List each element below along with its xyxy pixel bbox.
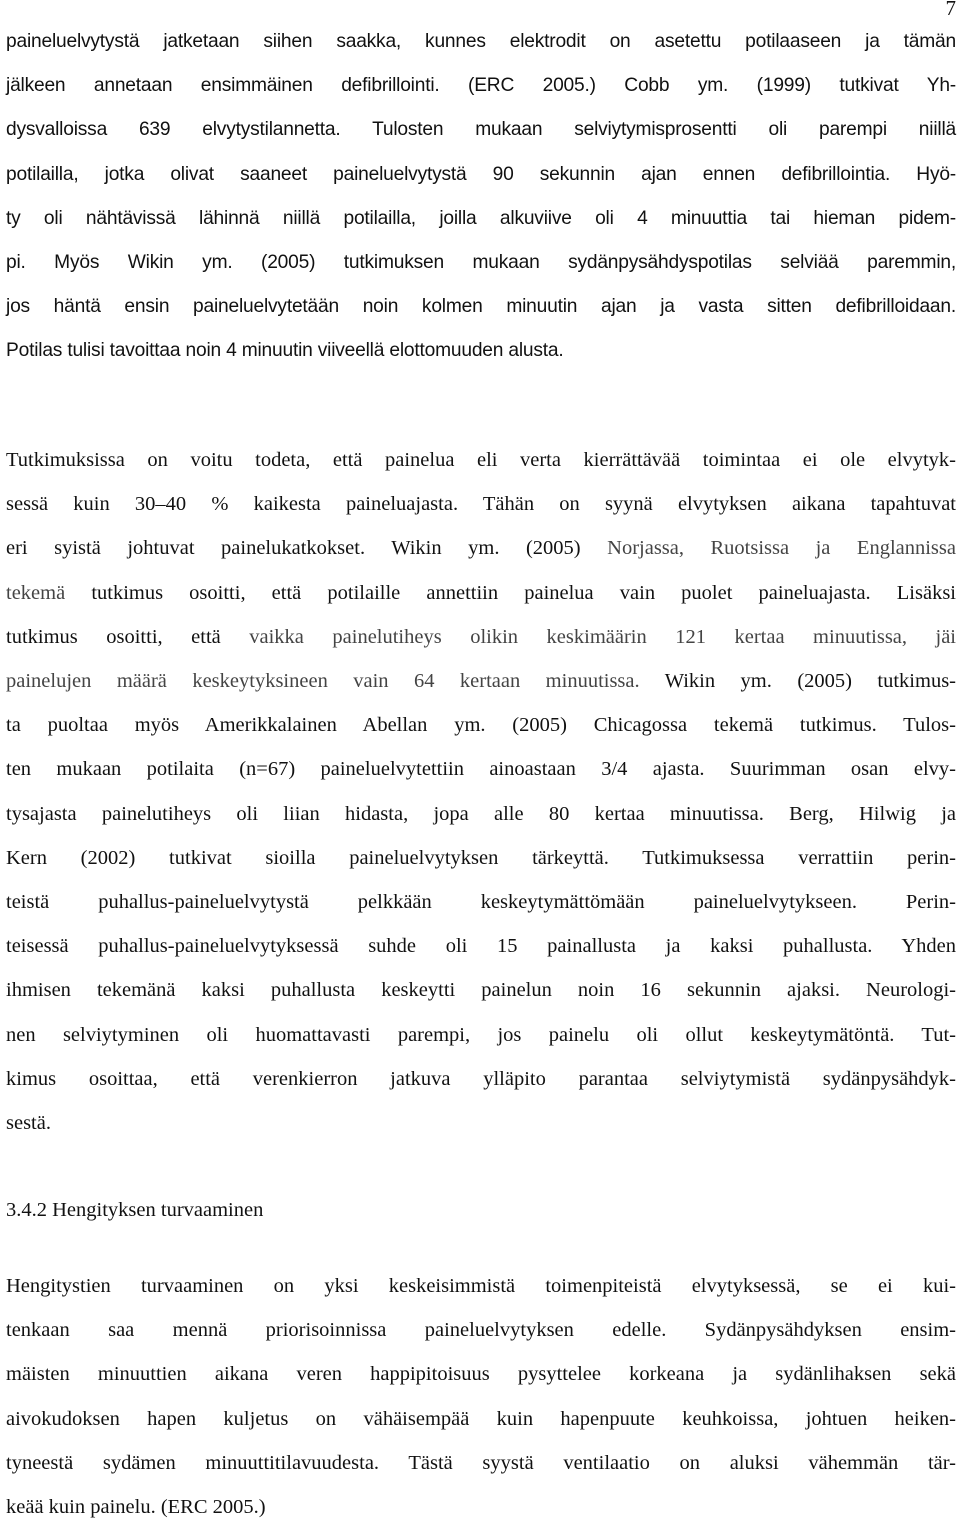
text-segment: sessä kuin 30–40 % kaikesta paineluajasta. Tähän on syynä elvytyksen aikana tapahtuvat — [6, 493, 956, 516]
text-segment: vaikka painelutiheys olikin keskimäärin 121 kertaa minuutissa, jäi — [249, 625, 957, 648]
text-line: tyneestä sydämen minuuttitilavuudesta. Tästä syystä ventilaatio on aluksi vähemmän tär- — [6, 1451, 956, 1474]
text-line — [6, 792, 956, 836]
paragraph-ventilation-timing — [6, 20, 956, 374]
text-line: dysvalloissa 639 elvytystilannetta. Tulosten mukaan selviytymisprosentti oli parempi niillä — [6, 119, 956, 141]
text-segment: tysajasta painelutiheys oli liian hidasta, jopa alle 80 kertaa minuutissa. Berg, Hilwig ja — [6, 802, 956, 825]
text-line: Hengitystien turvaaminen on yksi keskeisimmistä toimenpiteistä elvytyksessä, se ei kui- — [6, 1275, 956, 1297]
text-segment: eri syistä johtuvat painelukatkokset. Wikin ym. (2005) — [6, 537, 608, 560]
text-segment: kimus osoittaa, että verenkierron jatkuva ylläpito parantaa selviytymistä sydänpysähdyk- — [6, 1067, 956, 1090]
text-segment: ten mukaan potilaita (n=67) paineluelvytettiin ainoastaan 3/4 ajasta. Suurimman osan elvy- — [6, 758, 956, 781]
text-line — [6, 968, 956, 1012]
text-segment: tekemä — [6, 581, 92, 604]
page-number: 7 — [945, 0, 956, 20]
text-segment: teisessä puhallus-paineluelvytyksessä suhde oli 15 painallusta ja kaksi puhallusta. Yhden — [6, 935, 956, 958]
text-line — [6, 571, 956, 615]
text-line: mäisten minuuttien aikana veren happipitoisuus pysyttelee korkeana ja sydänlihaksen sekä — [6, 1363, 956, 1386]
text-line: paineluelvytystä jatketaan siihen saakka, kunnes elektrodit on asetettu potilaaseen ja tämän — [6, 31, 956, 52]
text-line: pi. Myös Wikin ym. (2005) tutkimuksen mukaan sydänpysähdyspotilas selviää paremmin, — [6, 252, 956, 274]
text-line — [6, 1013, 956, 1057]
text-line: tenkaan saa mennä priorisoinnissa paineluelvytyksen edelle. Sydänpysähdyksen ensim- — [6, 1319, 956, 1342]
text-segment: sestä. — [6, 1112, 51, 1135]
text-segment: nen selviytyminen oli huomattavasti parempi, jos painelu oli ollut keskeytymätöntä. Tut- — [6, 1023, 956, 1046]
text-line: jälkeen annetaan ensimmäinen defibrillointi. (ERC 2005.) Cobb ym. (1999) tutkivat Yh- — [6, 75, 956, 97]
text-line — [6, 924, 956, 968]
text-line: jos häntä ensin paineluelvytetään noin kolmen minuutin ajan ja vasta sitten defibrilloidaan. — [6, 296, 956, 318]
text-line — [6, 1101, 956, 1145]
text-line — [6, 880, 956, 924]
text-line — [6, 659, 956, 703]
text-line — [6, 526, 956, 570]
text-line — [6, 836, 956, 880]
text-segment: Kern (2002) tutkivat sioilla paineluelvytyksen tärkeyttä. Tutkimuksessa verrattiin perin- — [6, 846, 956, 869]
text-segment: ta puoltaa myös Amerikkalainen Abellan ym. (2005) Chicagossa tekemä tutkimus. Tulos- — [6, 714, 956, 737]
text-segment: teistä puhallus-paineluelvytystä pelkkään keskeytymättömään paineluelvytykseen. Perin- — [6, 891, 956, 914]
text-segment: painelujen määrä keskeytyksineen vain 64 kertaan minuutissa. — [6, 670, 640, 693]
paragraph-compression-studies — [6, 438, 956, 1145]
section-heading: 3.4.2 Hengityksen turvaaminen — [6, 1199, 264, 1221]
text-line: Potilas tulisi tavoittaa noin 4 minuutin viiveellä elottomuuden alusta. — [6, 340, 564, 362]
text-line: potilailla, jotka olivat saaneet paineluelvytystä 90 sekunnin ajan ennen defibrillointia. Hyö- — [6, 163, 956, 185]
paragraph-airway — [6, 1264, 956, 1529]
text-line: ty oli nähtävissä lähinnä niillä potilailla, joilla alkuviive oli 4 minuuttia tai hieman pidem- — [6, 207, 956, 229]
text-segment: Wikin ym. (2005) tutkimus- — [639, 670, 956, 693]
text-segment: ihmisen tekemänä kaksi puhallusta keskeytti painelun noin 16 sekunnin ajaksi. Neurologi- — [6, 979, 956, 1002]
text-line — [6, 438, 956, 482]
text-line: aivokudoksen hapen kuljetus on vähäisempää kuin hapenpuute keuhkoissa, johtuen heiken- — [6, 1407, 956, 1430]
text-line — [6, 482, 956, 526]
text-line — [6, 615, 956, 659]
text-line: keää kuin painelu. (ERC 2005.) — [6, 1496, 266, 1519]
text-segment: Tutkimuksissa on voitu todeta, että painelua eli verta kierrättävää toimintaa ei ole elvytyk- — [6, 449, 956, 471]
text-line — [6, 1057, 956, 1101]
text-line — [6, 703, 956, 747]
text-segment: Norjassa, Ruotsissa ja Englannissa — [607, 537, 956, 560]
text-line — [6, 747, 956, 791]
text-segment: tutkimus osoitti, että potilaille annettiin painelua vain puolet paineluajasta. Lisäksi — [91, 581, 956, 604]
text-segment: tutkimus osoitti, että — [6, 625, 250, 648]
